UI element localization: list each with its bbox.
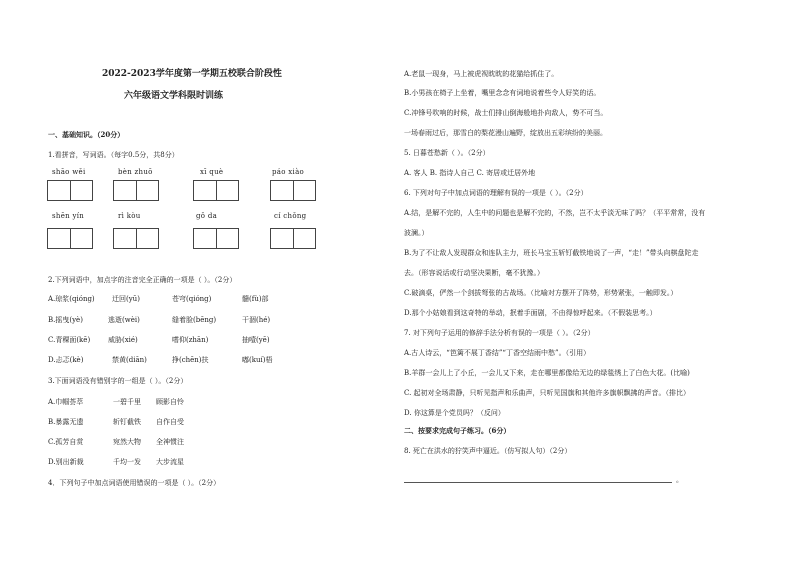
q3-option-a-1: A.巾帼荟萃 (48, 398, 84, 406)
q6-option-a-cont: 波澜。） (404, 229, 429, 237)
q6-option-d: D.那个小姑娘看到这奇特的举动，抿着手面剧，不由得惊呼起来。（不假装思考。） (404, 309, 657, 317)
q2-option-d-1: D.忐忑(kè) (48, 356, 84, 364)
q6-option-c: C.破滴桌，俨然一个剑拔弩张的古战场。（比喻对方摆开了阵势，形势紧张，一触即发。） (404, 289, 678, 297)
q4-option-a: A.老鼠一现身，马上被虎视眈眈的花猫给抓住了。 (404, 70, 559, 78)
pinyin-2-4: cí chǒng (274, 212, 307, 220)
answer-box-2-4[interactable] (270, 228, 316, 249)
answer-line-q8[interactable] (404, 482, 672, 483)
q6-option-b: B.为了不让敌人发现群众和连队主力，班长马宝玉斩钉截铁地说了一声，“走！”带头向棋盘陀走 (404, 249, 699, 257)
q2-option-b-2: 逃逝(wèi) (108, 316, 140, 324)
question-8: 8. 死亡在洪水的狞笑声中逼近。（仿写拟人句）（2分） (404, 447, 572, 455)
q3-option-c-1: C.孤芳自赏 (48, 438, 84, 446)
q2-option-a-3: 苍穹(qióng) (172, 295, 212, 303)
pinyin-2-3: gǒ da (196, 212, 218, 220)
q2-option-d-4: 嘟(kuí)梧 (242, 356, 273, 364)
pinyin-1-1: shāo wěi (52, 168, 86, 176)
q6-option-b-cont: 去。（形容说话或行动坚决果断，毫不犹豫。） (404, 269, 544, 277)
q2-option-a-4: 髓(fù)部 (242, 295, 269, 303)
pinyin-1-2: bèn zhuō (118, 168, 153, 176)
q5-options: A. 客人 B. 指诗人自己 C. 寄居或迁居外地 (404, 169, 536, 177)
answer-box-2-1[interactable] (47, 228, 93, 249)
q3-option-a-3: 顾影自怜 (156, 398, 184, 406)
q7-option-d: D. 你这算是个党员吗？（反问） (404, 409, 505, 417)
answer-box-1-3[interactable] (193, 180, 239, 201)
q4-option-b: B.小男孩在椅子上坐着，嘴里念念有词地说着些令人好笑的话。 (404, 89, 601, 97)
q3-option-d-2: 千均一发 (113, 458, 141, 466)
q2-option-b-1: B.摇曳(yè) (48, 316, 83, 324)
q4-option-c: C.冲锋号吹响的时候，战士们排山倒海般地扑向敌人，势不可当。 (404, 109, 608, 117)
q2-option-b-3: 缝着脸(bēng) (172, 316, 217, 324)
question-4: 4．下列句子中加点词语使用错误的一项是（ ）。（2分） (48, 479, 221, 487)
q3-option-a-2: 一碧千里 (113, 398, 141, 406)
q2-option-c-3: 嗜仰(zhān) (172, 336, 209, 344)
answer-box-1-1[interactable] (47, 180, 93, 201)
q2-option-c-4: 抽噎(yē) (242, 336, 270, 344)
answer-box-1-4[interactable] (270, 180, 316, 201)
answer-box-1-2[interactable] (113, 180, 159, 201)
question-2: 2.下列词语中，加点字的注音完全正确的一项是（ ）。（2分） (48, 276, 237, 284)
q3-option-c-3: 全神惯注 (156, 438, 184, 446)
q2-option-a-1: A.琼浆(qióng) (48, 295, 95, 303)
question-7: 7. 对下列句子运用的修辞手法分析有误的一项是（ ）。（2分） (404, 329, 595, 337)
pinyin-1-4: páo xiào (272, 168, 305, 176)
section-1-heading: 一、基础知识。（20分） (48, 130, 125, 139)
q6-option-a: A.结，是解不完的，人生中的问题也是解不完的，不然，岂不太乎淡无味了吗？（平平常常，没有 (404, 209, 706, 217)
answer-line-end-mark: 。 (676, 476, 683, 484)
pinyin-2-2: rì kòu (118, 212, 141, 220)
section-2-heading: 二、按要求完成句子练习。（6分） (404, 426, 511, 435)
question-6: 6. 下列对句子中加点词语的理解有误的一项是（ ）。（2分） (404, 189, 588, 197)
q3-option-c-2: 宛然大物 (113, 438, 141, 446)
q4-option-d: 一场春雨过后，那雪白的梨花漫山遍野，绽放出五彩缤纷的美丽。 (404, 129, 607, 137)
q2-option-d-3: 挣(chēn)扶 (172, 356, 209, 364)
pinyin-2-1: shēn yín (52, 212, 85, 220)
exam-title-line1: 2022-2023学年度第一学期五校联合阶段性 (102, 69, 282, 79)
question-1: 1.看拼音，写词语。（每字0.5分，共8分） (48, 151, 179, 159)
q3-option-d-3: 大步流星 (156, 458, 184, 466)
q7-option-a: A.古人诗云，“笆篱不展丁香结”“丁香空结雨中愁”。（引用） (404, 349, 591, 357)
q3-option-d-1: D.别出新裁 (48, 458, 84, 466)
pinyin-1-3: xī què (200, 168, 224, 176)
exam-title-line2: 六年级语文学科限时训练 (124, 91, 224, 101)
answer-box-2-3[interactable] (193, 228, 239, 249)
q2-option-a-2: 迁回(yū) (112, 295, 140, 303)
q2-option-c-2: 威胁(xié) (108, 336, 138, 344)
question-3: 3.下面词语没有错别字的一组是（ ）。（2分） (48, 377, 188, 385)
q2-option-c-1: C.青稞面(kē) (48, 336, 91, 344)
q2-option-b-4: 干涸(hé) (242, 316, 271, 324)
q7-option-c: C. 起初对全场肃静，只听见指声和乐曲声，只听见国旗和其他许多旗帜飘拂的声音。（排比） (404, 389, 691, 397)
answer-box-2-2[interactable] (113, 228, 159, 249)
question-5: 5. 日暮苍愁新（ ）。（2分） (404, 149, 490, 157)
q7-option-b: B.羊群一会儿上了小丘，一会儿又下来，走在哪里都像给无边的绿毯绣上了白色大花。(比喻) (404, 369, 690, 377)
q3-option-b-1: B.暴露无遗 (48, 418, 84, 426)
q2-option-d-2: 禁黄(diān) (112, 356, 147, 364)
q3-option-b-3: 自作自受 (156, 418, 184, 426)
q3-option-b-2: 斩钉截铁 (113, 418, 141, 426)
